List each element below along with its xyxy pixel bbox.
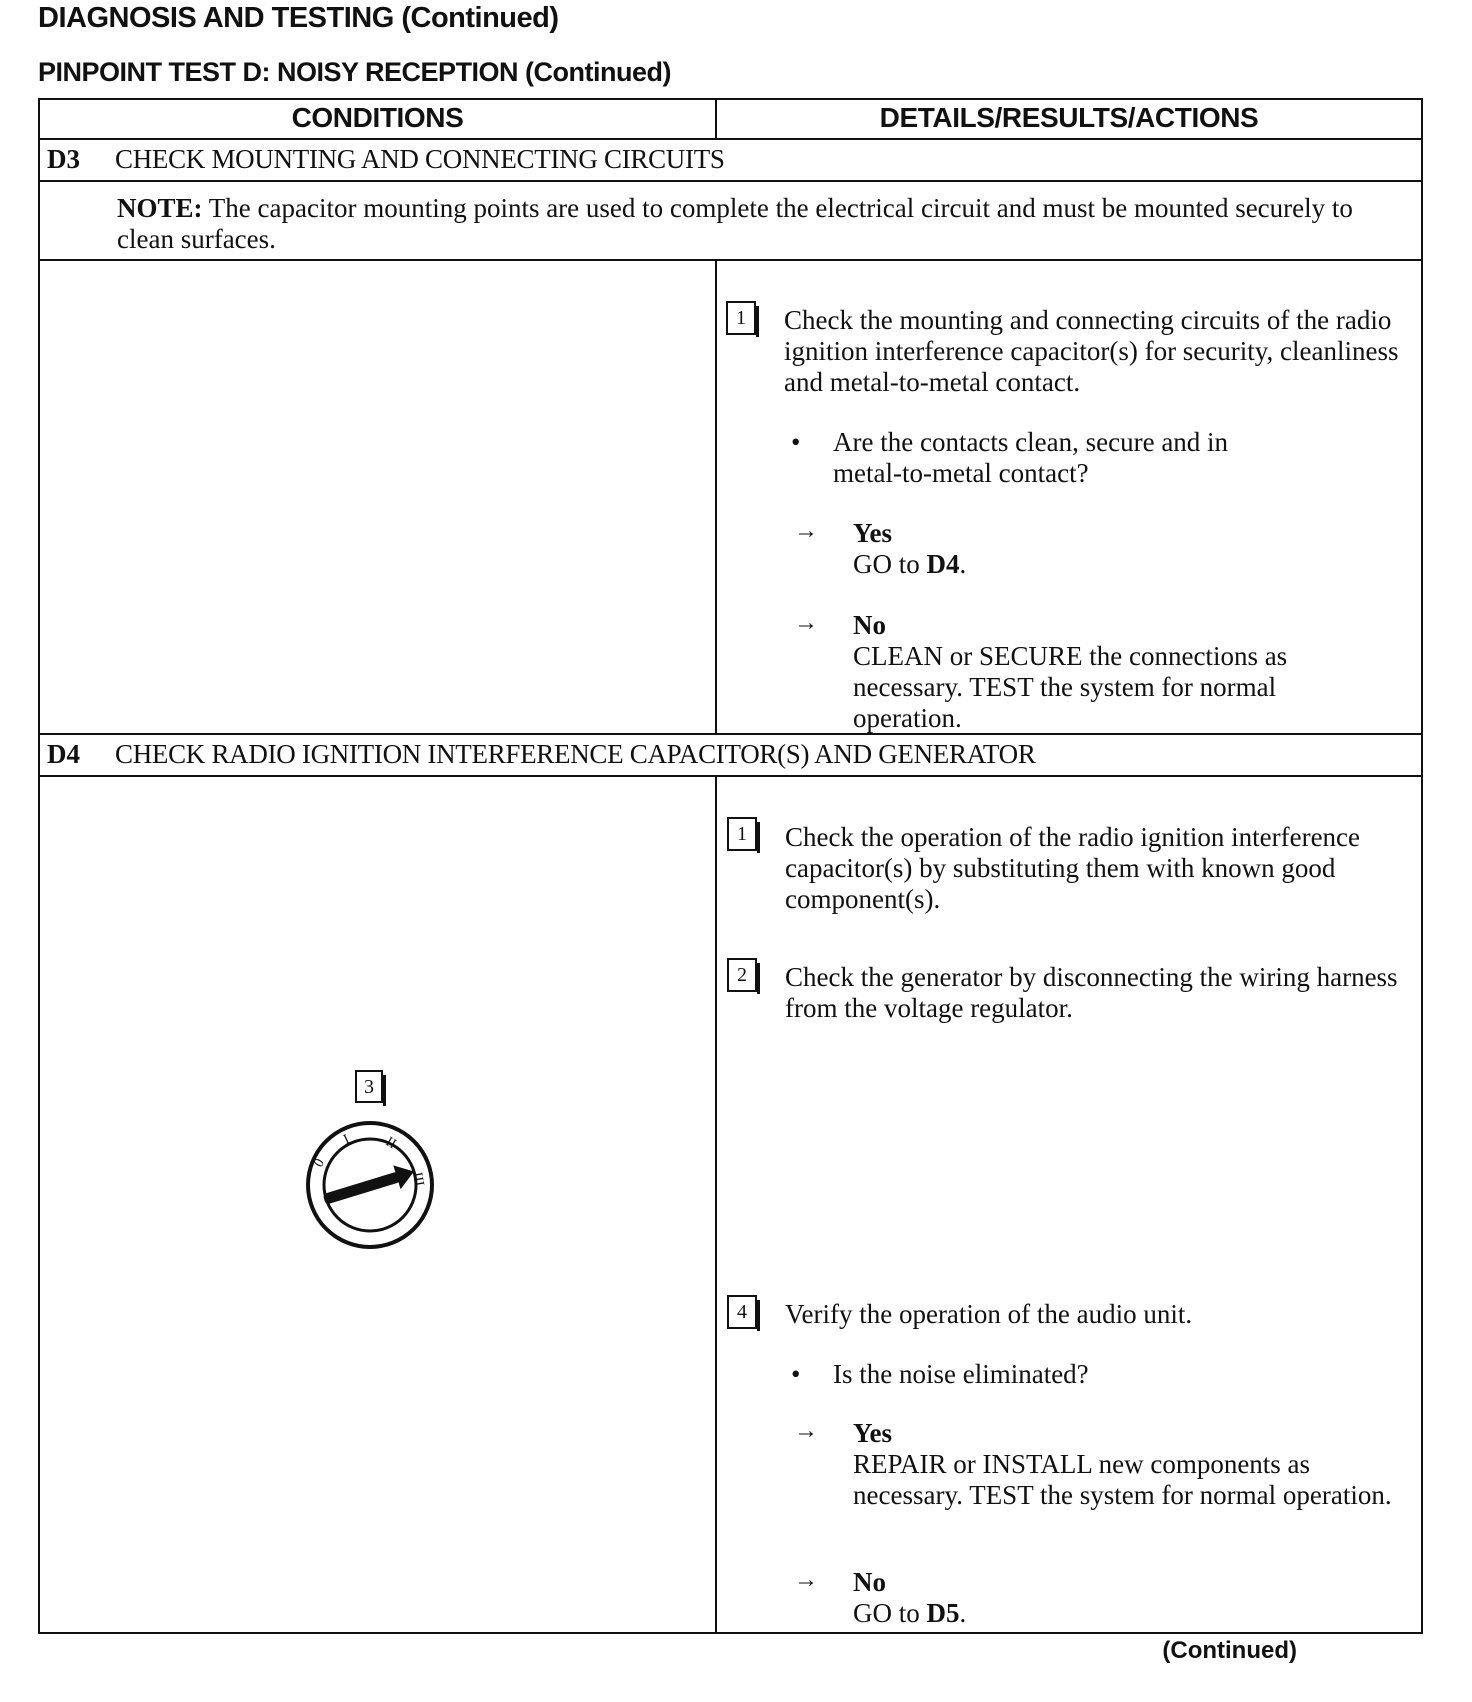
d3-title-border <box>38 180 1423 182</box>
d4-no-action <box>853 1598 966 1629</box>
step-title-d4: CHECK RADIO IGNITION INTERFERENCE CAPACITOR(S) AND GENERATOR <box>115 739 1036 769</box>
arrow-icon: → <box>794 610 818 636</box>
d4-yes-label: Yes <box>853 1418 892 1448</box>
step-id-d3: D3 <box>47 144 80 174</box>
yes-action-ref: D4 <box>926 549 960 579</box>
no-action-prefix: GO to <box>853 1598 927 1628</box>
d4-yes-action: REPAIR or INSTALL new components as necessary. TEST the system for normal operation. <box>853 1449 1392 1510</box>
continued-label: (Continued) <box>1162 1637 1297 1664</box>
d3-step1-text: Check the mounting and connecting circuits of the radio ignition interference capacitor(s) for security, cleanliness and metal-to-metal contact. <box>784 305 1399 397</box>
no-action-ref: D5 <box>926 1598 960 1628</box>
table-bottom-border <box>38 1632 1423 1634</box>
d4-step1-text: Check the operation of the radio ignition interference capacitor(s) by substituting them with known good component(s). <box>785 822 1361 914</box>
switch-position-3: III <box>409 1171 427 1188</box>
ignition-switch-icon <box>300 1115 440 1255</box>
d4-no-label: No <box>853 1567 886 1597</box>
note-text: The capacitor mounting points are used to complete the electrical circuit and must be mounted securely to clean surfaces. <box>117 193 1353 254</box>
bullet: • <box>791 427 801 457</box>
yes-action-prefix: GO to <box>853 549 927 579</box>
note-label: NOTE: <box>117 193 203 223</box>
d4-title-border <box>38 775 1423 777</box>
header-bottom-border <box>38 138 1423 140</box>
page-subtitle: PINPOINT TEST D: NOISY RECEPTION (Continued) <box>38 57 672 87</box>
d4-question: Is the noise eliminated? <box>833 1359 1089 1389</box>
table-top-border <box>38 98 1423 100</box>
switch-position-1: I <box>341 1132 352 1148</box>
table-left-border <box>38 98 40 1634</box>
d3-no-label: No <box>853 610 886 640</box>
d4-step4-text: Verify the operation of the audio unit. <box>785 1299 1193 1329</box>
table-right-border <box>1421 98 1423 1634</box>
step-number-box-4: 4 <box>727 1295 757 1329</box>
arrow-icon: → <box>794 1567 818 1593</box>
step-number-box-3: 3 <box>355 1070 383 1103</box>
d4-step2-text: Check the generator by disconnecting the wiring harness from the voltage regulator. <box>785 962 1398 1023</box>
step-number-box-1: 1 <box>727 817 757 851</box>
no-action-suffix: . <box>959 1598 967 1628</box>
arrow-icon: → <box>794 1418 818 1444</box>
step-number-box-2: 2 <box>727 958 757 992</box>
switch-position-0: 0 <box>311 1156 328 1170</box>
arrow-icon: → <box>794 518 818 544</box>
d3-yes-action <box>853 549 966 580</box>
switch-position-2: II <box>383 1134 399 1153</box>
step-number-box-1: 1 <box>726 301 756 335</box>
d3-yes-label: Yes <box>853 518 892 548</box>
step-id-d4: D4 <box>47 739 80 769</box>
d3-question: Are the contacts clean, secure and in metal-to-metal contact? <box>833 427 1229 488</box>
column-header-details: DETAILS/RESULTS/ACTIONS <box>879 102 1259 133</box>
d3-no-action: CLEAN or SECURE the connections as necessary. TEST the system for normal operation. <box>853 641 1288 733</box>
d3-column-divider <box>715 259 717 735</box>
d3-note-border <box>38 259 1423 261</box>
d4-column-divider <box>715 775 717 1634</box>
bullet: • <box>791 1359 801 1389</box>
page-title: DIAGNOSIS AND TESTING (Continued) <box>38 2 559 34</box>
step-title-d3: CHECK MOUNTING AND CONNECTING CIRCUITS <box>115 144 725 174</box>
yes-action-suffix: . <box>959 549 967 579</box>
d3-note <box>117 193 1397 255</box>
column-header-conditions: CONDITIONS <box>291 102 464 133</box>
